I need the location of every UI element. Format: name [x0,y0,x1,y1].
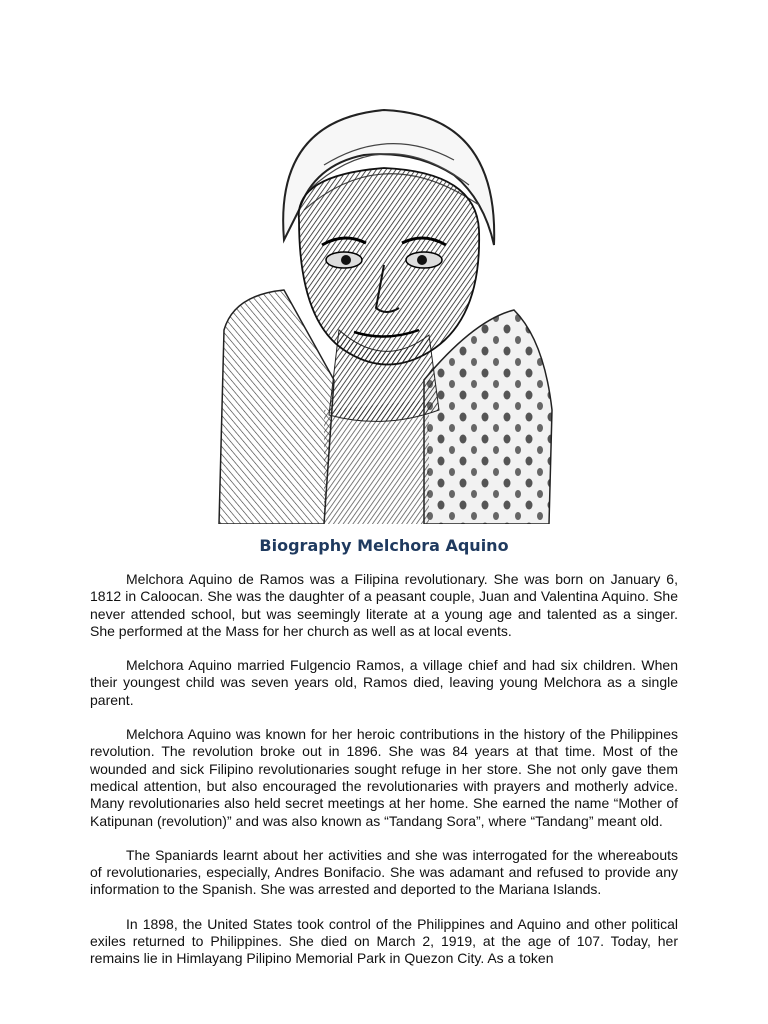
paragraph-arrest: The Spaniards learnt about her activities and she was interrogated for the whereabouts of revolutionaries, especially, Andres Bonifacio. She was adamant and refused to provide any information to the Spanish. She was arrested and deported to the Mariana Islands. [90,846,678,898]
portrait-illustration [214,80,556,524]
face [299,168,479,365]
paragraph-birth: Melchora Aquino de Ramos was a Filipina revolutionary. She was born on January 6, 1812 in Caloocan. She was the daughter of a peasant couple, Juan and Valentina Aquino. She never attended school, but was seemingly literate at a young age and talented as a singer. She performed at the Mass for her church as well as at local events. [90,571,678,639]
paragraph-marriage: Melchora Aquino married Fulgencio Ramos, a village chief and had six children. When their youngest child was seven years old, Ramos died, leaving young Melchora as a single parent. [90,657,678,708]
paragraph-return: In 1898, the United States took control of the Philippines and Aquino and other political exiles returned to Philippines. She died on March 2, 1919, at the age of 107. Today, her remains lie in Himlayang Pilipino Memorial Park in Quezon City. As a token [90,915,678,967]
shawl-left [219,290,334,524]
biography-body [90,571,678,985]
document-title: Biography Melchora Aquino [259,536,509,555]
paragraph-revolution: Melchora Aquino was known for her heroic contributions in the history of the Philippines revolution. The revolution broke out in 1896. She was 84 years at that time. Most of the wounded and sick Filipino revolutionaries sought refuge in her store. She not only gave them medical attention, but also encouraged the revolutionaries with prayers and motherly advice. Many revolutionaries also held secret meetings at her home. She earned the name “Mother of Katipunan (revolution)” and was also known as “Tandang Sora”, where “Tandang” meant old. [90,726,678,829]
